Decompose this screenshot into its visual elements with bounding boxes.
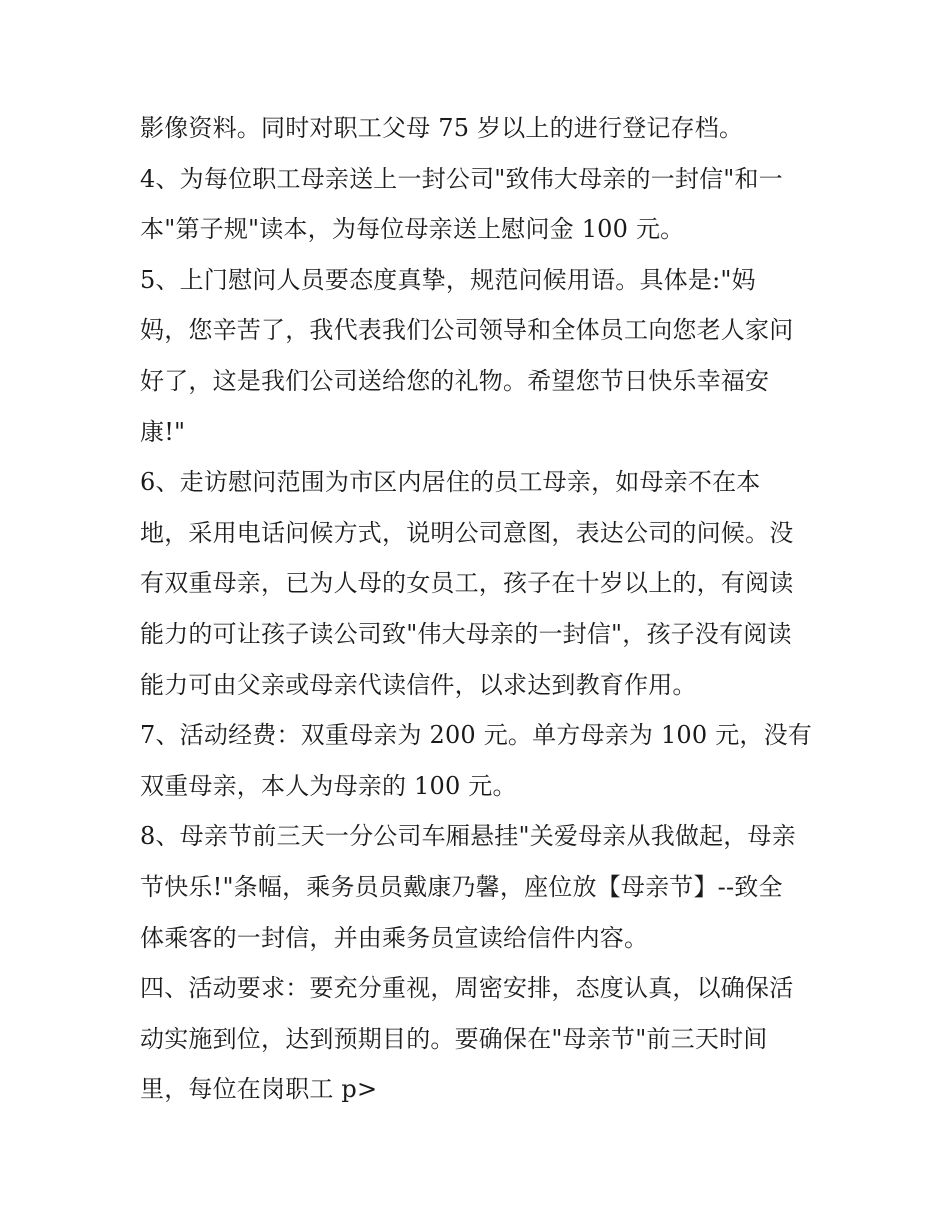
- text-line: 妈，您辛苦了，我代表我们公司领导和全体员工向您老人家问: [140, 316, 794, 345]
- text-line: 双重母亲，本人为母亲的 100 元。: [140, 771, 517, 800]
- text-line: 康!": [140, 417, 186, 446]
- text-line: 好了，这是我们公司送给您的礼物。希望您节日快乐幸福安: [140, 366, 770, 395]
- text-line: 有双重母亲，已为人母的女员工，孩子在十岁以上的，有阅读: [140, 569, 794, 598]
- text-line: 6、走访慰问范围为市区内居住的员工母亲，如母亲不在本: [140, 468, 761, 497]
- text-line: 里，每位在岗职工 p>: [140, 1075, 378, 1104]
- text-line: 地，采用电话问候方式，说明公司意图，表达公司的问候。没: [140, 518, 794, 547]
- text-line: 8、母亲节前三天一分公司车厢悬挂"关爱母亲从我做起，母亲: [140, 822, 796, 851]
- text-line: 7、活动经费：双重母亲为 200 元。单方母亲为 100 元，没有: [140, 721, 813, 750]
- text-line: 体乘客的一封信，并由乘务员宣读给信件内容。: [140, 923, 649, 952]
- text-line: 影像资料。同时对职工父母 75 岁以上的进行登记存档。: [140, 114, 744, 142]
- document-page: [140, 103, 812, 1115]
- text-line: 4、为每位职工母亲送上一封公司"致伟大母亲的一封信"和一: [140, 164, 783, 193]
- text-line: 动实施到位，达到预期目的。要确保在"母亲节"前三天时间: [140, 1024, 768, 1053]
- text-line: 四、活动要求：要充分重视，周密安排，态度认真，以确保活: [140, 974, 794, 1003]
- text-line: 5、上门慰问人员要态度真挚，规范问候用语。具体是:"妈: [140, 265, 756, 294]
- text-line: 本"第子规"读本，为每位母亲送上慰问金 100 元。: [140, 215, 685, 244]
- text-line: 能力的可让孩子读公司致"伟大母亲的一封信"，孩子没有阅读: [140, 619, 792, 648]
- text-line: 能力可由父亲或母亲代读信件，以求达到教育作用。: [140, 670, 697, 699]
- text-line: 节快乐!"条幅，乘务员员戴康乃馨，座位放【母亲节】--致全: [140, 872, 783, 901]
